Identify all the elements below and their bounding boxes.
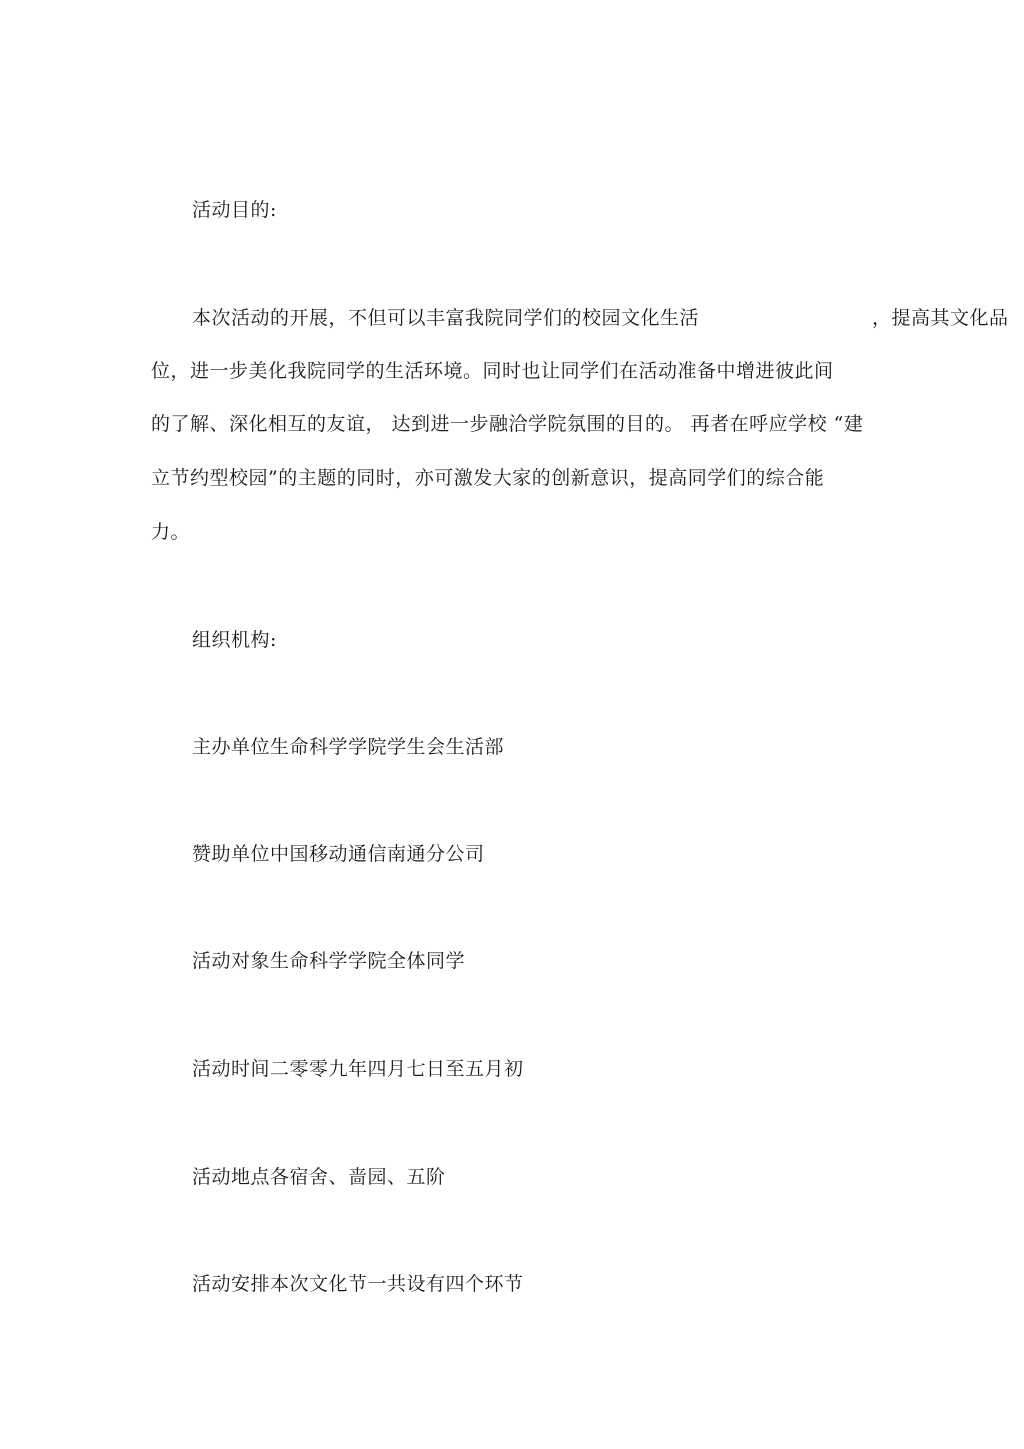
- org-heading: 组织机构:: [192, 629, 277, 651]
- schedule-line: 活动安排本次文化节一共设有四个环节: [192, 1273, 524, 1295]
- purpose-line-2: 位，进一步美化我院同学的生活环境。同时也让同学们在活动准备中增进彼此间: [151, 360, 834, 382]
- sponsor-unit-line: 赞助单位中国移动通信南通分公司: [192, 843, 485, 865]
- purpose-heading: 活动目的:: [192, 199, 277, 221]
- purpose-line-5: 力。: [151, 521, 191, 543]
- place-line: 活动地点各宿舍、啬园、五阶: [192, 1166, 446, 1188]
- audience-line: 活动对象生命科学学院全体同学: [192, 950, 466, 972]
- purpose-line-1b: ，提高其文化品: [872, 307, 1009, 329]
- purpose-line-1a: 本次活动的开展，不但可以丰富我院同学们的校园文化生活: [192, 307, 700, 329]
- purpose-line-4: 立节约型校园”的主题的同时，亦可激发大家的创新意识，提高同学们的综合能: [151, 467, 825, 489]
- purpose-line-3: 的了解、深化相互的友谊， 达到进一步融洽学院氛围的目的。 再者在呼应学校 “建: [151, 413, 864, 435]
- time-line: 活动时间二零零九年四月七日至五月初: [192, 1058, 524, 1080]
- host-unit-line: 主办单位生命科学学院学生会生活部: [192, 736, 505, 758]
